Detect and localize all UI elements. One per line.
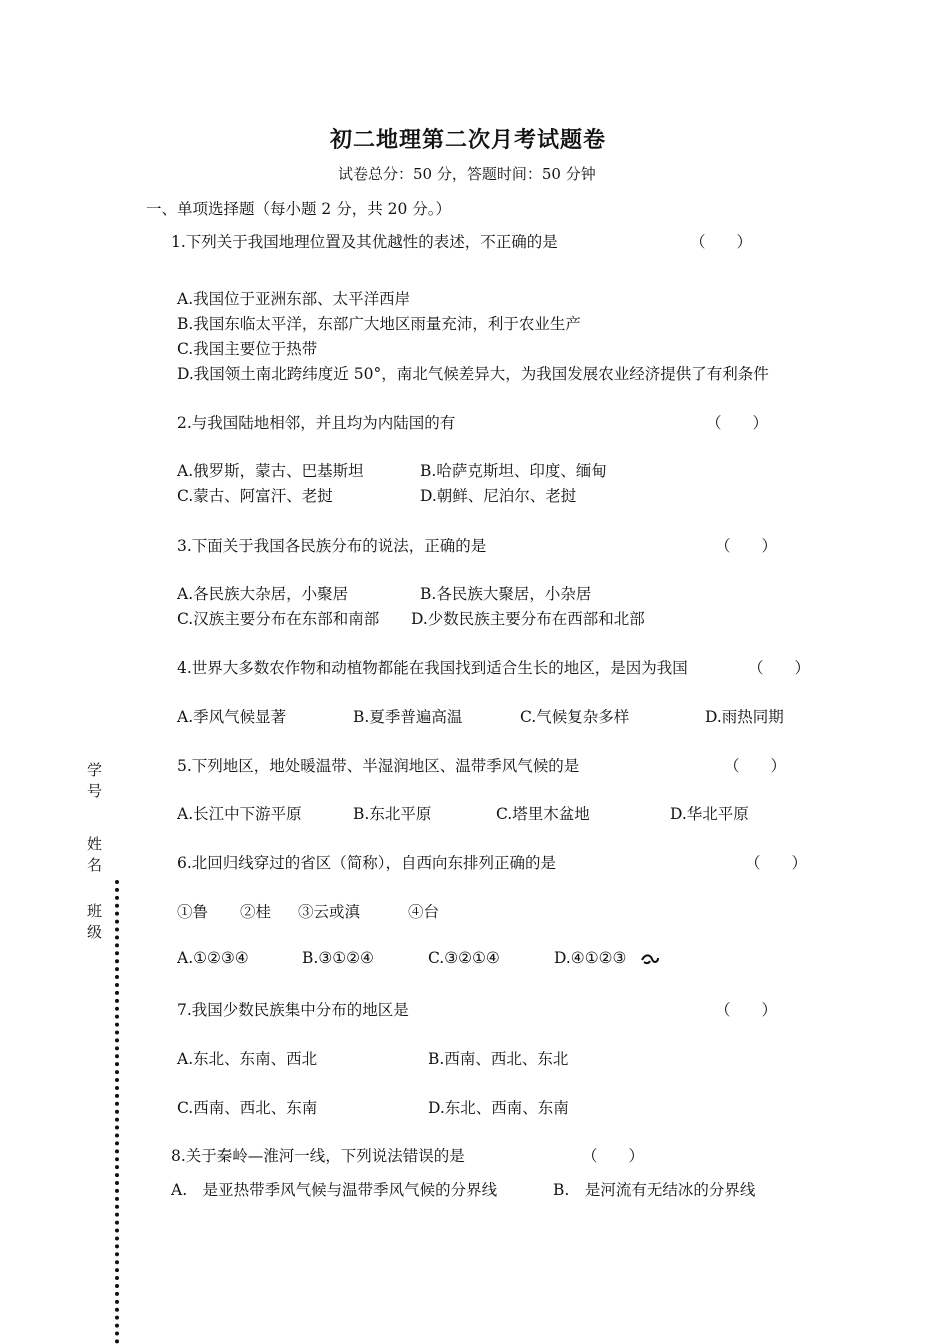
section-heading: 一、单项选择题（每小题 2 分，共 20 分。）	[146, 200, 452, 218]
question-8-stem: 8.关于秦岭—淮河一线，下列说法错误的是	[171, 1147, 465, 1165]
class-label: 班级	[85, 903, 103, 945]
student-id-label: 学号	[85, 762, 103, 804]
option: C.汉族主要分布在东部和南部	[177, 610, 380, 628]
question-3-stem: 3.下面关于我国各民族分布的说法，正确的是	[177, 537, 487, 555]
option: B.③①②④	[302, 949, 374, 967]
option: A. 是亚热带季风气候与温带季风气候的分界线	[171, 1181, 498, 1199]
option: A.①②③④	[177, 949, 249, 967]
option: A.各民族大杂居，小聚居	[177, 585, 349, 603]
option: B.东北平原	[353, 805, 432, 823]
option: A.俄罗斯，蒙古、巴基斯坦	[177, 462, 364, 480]
option: D.我国领土南北跨纬度近 50°，南北气候差异大，为我国发展农业经济提供了有利条件	[177, 365, 769, 383]
answer-blank: （ ）	[706, 414, 769, 432]
question-5-stem: 5.下列地区，地处暖温带、半湿润地区、温带季风气候的是	[177, 757, 580, 775]
question-1-stem: 1.下列关于我国地理位置及其优越性的表述，不正确的是	[171, 233, 558, 251]
option: A.东北、东南、西北	[177, 1050, 318, 1068]
ink-mark-icon	[640, 951, 660, 971]
question-4-stem: 4.世界大多数农作物和动植物都能在我国找到适合生长的地区，是因为我国	[177, 659, 688, 677]
option: B.哈萨克斯坦、印度、缅甸	[420, 462, 607, 480]
option: C.③②①④	[428, 949, 500, 967]
answer-blank: （ ）	[745, 854, 808, 872]
province-item: ②桂	[240, 903, 272, 921]
option: D.雨热同期	[705, 708, 784, 726]
answer-blank: （ ）	[582, 1147, 645, 1165]
option: A.季风气候显著	[177, 708, 287, 726]
option: D.华北平原	[670, 805, 749, 823]
option: C.我国主要位于热带	[177, 340, 318, 358]
option: C.西南、西北、东南	[177, 1099, 318, 1117]
answer-blank: （ ）	[715, 1001, 778, 1019]
option: B.夏季普遍高温	[353, 708, 463, 726]
option: A.长江中下游平原	[177, 805, 302, 823]
name-label: 姓名	[85, 836, 103, 878]
option: D.少数民族主要分布在西部和北部	[411, 610, 645, 628]
option: C.蒙古、阿富汗、老挝	[177, 487, 333, 505]
binding-dotted-line	[115, 880, 119, 1344]
question-2-stem: 2.与我国陆地相邻，并且均为内陆国的有	[177, 414, 456, 432]
option: D.④①②③	[554, 949, 627, 967]
option: C.气候复杂多样	[520, 708, 630, 726]
province-item: ③云或滇	[298, 903, 361, 921]
province-item: ④台	[408, 903, 440, 921]
answer-blank: （ ）	[748, 659, 811, 677]
option: B.我国东临太平洋，东部广大地区雨量充沛，利于农业生产	[177, 315, 581, 333]
page-title: 初二地理第二次月考试题卷	[330, 127, 607, 153]
question-7-stem: 7.我国少数民族集中分布的地区是	[177, 1001, 409, 1019]
option: C.塔里木盆地	[496, 805, 590, 823]
answer-blank: （ ）	[724, 757, 787, 775]
option: D.朝鲜、尼泊尔、老挝	[420, 487, 577, 505]
answer-blank: （ ）	[715, 537, 778, 555]
option: A.我国位于亚洲东部、太平洋西岸	[177, 290, 411, 308]
exam-info: 试卷总分：50 分，答题时间：50 分钟	[338, 165, 596, 183]
option: D.东北、西南、东南	[428, 1099, 569, 1117]
option: B. 是河流有无结冰的分界线	[553, 1181, 756, 1199]
answer-blank: （ ）	[690, 233, 753, 251]
question-6-stem: 6.北回归线穿过的省区（简称），自西向东排列正确的是	[177, 854, 557, 872]
option: B.各民族大聚居，小杂居	[420, 585, 592, 603]
province-item: ①鲁	[177, 903, 209, 921]
option: B.西南、西北、东北	[428, 1050, 569, 1068]
